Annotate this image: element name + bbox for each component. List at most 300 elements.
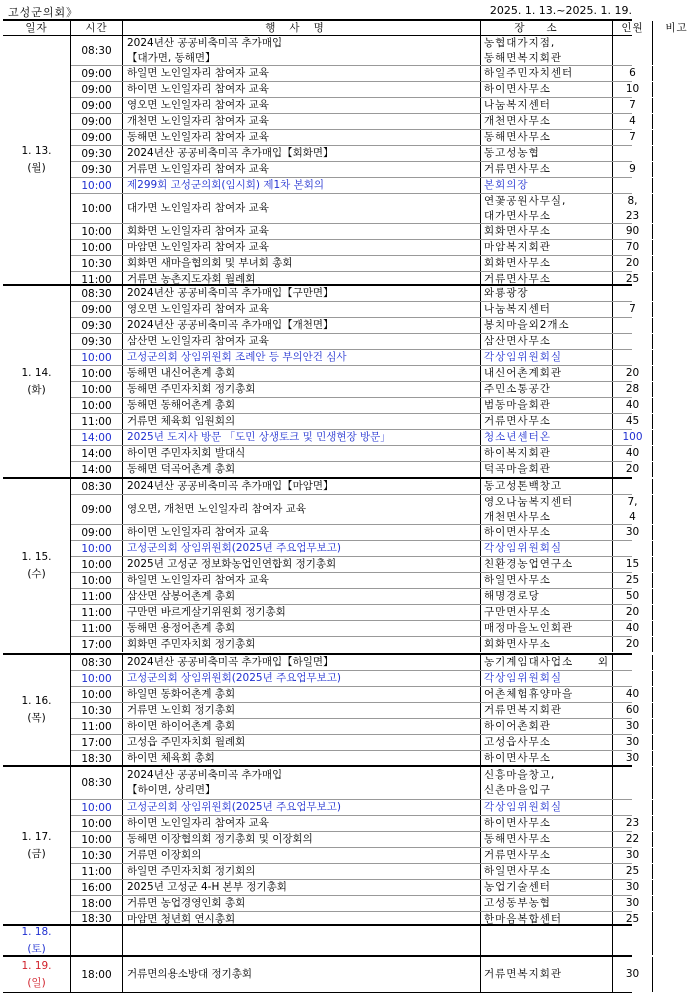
day-block [3, 36, 640, 286]
event-name: 동해면 노인일자리 참여자 교육 [123, 130, 481, 145]
event-attendees [613, 334, 653, 349]
day-block [3, 286, 643, 479]
event-time: 10:00 [71, 800, 123, 815]
event-time: 18:30 [71, 751, 123, 766]
event-name: 동해면 용정어촌계 총회 [123, 621, 481, 636]
event-time: 14:00 [71, 446, 123, 461]
event-place [481, 398, 613, 413]
day-date: 1. 14. [21, 366, 52, 379]
event-note [653, 735, 700, 750]
event-note [653, 655, 700, 670]
event-name: 하일면 주민자치회 정기회의 [123, 864, 481, 879]
event-place-line: 삼산면사무소 [484, 335, 551, 347]
schedule-row [71, 735, 640, 751]
event-place [481, 880, 613, 895]
event-place [481, 605, 613, 620]
day-date-cell [3, 479, 71, 653]
event-note [653, 286, 700, 301]
event-place-line: 덕곡마을회관 [484, 463, 551, 475]
event-place [481, 655, 613, 670]
schedule-row [71, 495, 638, 525]
schedule-row [71, 398, 640, 414]
event-attendees: 45 [613, 414, 653, 429]
event-note [653, 864, 700, 879]
event-time: 09:00 [71, 82, 123, 97]
event-time: 09:30 [71, 146, 123, 161]
event-place-line: 개천면사무소 [484, 510, 551, 523]
event-note [653, 621, 700, 636]
event-time: 10:00 [71, 224, 123, 239]
event-attendees [613, 926, 653, 955]
schedule-row [71, 479, 632, 495]
event-time: 10:00 [71, 832, 123, 847]
event-place-line: 대가면사무소 [484, 209, 551, 222]
schedule-row [71, 880, 640, 896]
event-place [481, 703, 613, 718]
schedule-row [71, 525, 640, 541]
event-place-line: 한마음복합센터 [484, 912, 563, 925]
event-place-line: 하이복지회관 [484, 447, 551, 459]
event-name: 삼산면 삼봉어촌계 총회 [123, 589, 481, 604]
schedule-row [71, 719, 640, 735]
event-attendees: 20 [613, 366, 653, 381]
event-place-line: 영오나눔복지센터 [484, 495, 574, 508]
event-attendees: 100 [613, 430, 653, 445]
event-time: 10:00 [71, 541, 123, 556]
schedule-row [71, 430, 643, 446]
event-name: 동해면 동해어촌계 총회 [123, 398, 481, 413]
event-attendees: 28 [613, 382, 653, 397]
event-name: 구만면 바르게살기위원회 정기총회 [123, 605, 481, 620]
event-note [653, 350, 700, 365]
event-name: 고성군의회 상임위원회 조례안 등 부의안건 심사 [123, 350, 481, 365]
header-time: 시간 [71, 21, 123, 36]
event-time: 11:00 [71, 719, 123, 734]
header-date: 일자 [3, 21, 71, 36]
event-place [481, 82, 613, 97]
event-attendees: 23 [613, 816, 653, 831]
event-attendees: 30 [613, 525, 653, 540]
day-weekday: (금) [27, 847, 46, 860]
event-place [481, 479, 613, 494]
schedule-row [71, 114, 636, 130]
event-place-line: 어촌체험휴양마을 [484, 688, 574, 700]
event-note [653, 82, 700, 97]
event-place [481, 671, 613, 686]
event-note [653, 272, 700, 287]
event-place-line: 연꽃공원사무실, [484, 194, 567, 207]
event-place-line: 하이면사무소 [484, 817, 551, 829]
event-note [653, 430, 700, 445]
event-note [653, 162, 700, 177]
event-place-line: 각상임위원회실 [484, 801, 563, 813]
event-place-line: 동고성농협 [484, 147, 540, 159]
day-block [3, 767, 640, 926]
schedule-row [71, 671, 632, 687]
event-place-line: 농기계임대사업소 외 [484, 656, 609, 668]
schedule-row [71, 896, 640, 912]
event-place-line: 신촌마을입구 [484, 784, 551, 796]
event-note [653, 398, 700, 413]
event-name: 고성군의회 상임위원회(2025년 주요업무보고) [123, 800, 481, 815]
event-attendees: 25 [613, 272, 653, 287]
event-attendees [613, 655, 653, 670]
event-place-line: 하일면사무소 [484, 865, 551, 877]
schedule-row [71, 302, 636, 318]
event-attendees: 25 [613, 912, 653, 926]
event-note [653, 366, 700, 381]
event-time: 09:00 [71, 495, 123, 524]
event-time: 10:00 [71, 240, 123, 255]
event-name: 고성군의회 상임위원회(2025년 주요업무보고) [123, 541, 481, 556]
event-place-line: 매정마을노인회관 [484, 622, 574, 634]
event-place-line: 거류면사무소 [484, 163, 551, 175]
event-place [481, 272, 613, 287]
event-place-line: 동고성톤백창고 [484, 480, 563, 492]
schedule-row [71, 912, 640, 926]
event-attendees: 9 [613, 162, 653, 177]
event-name: 회화면 주민자치회 정기총회 [123, 637, 481, 652]
event-name: 회화면 새마을협의회 및 부녀회 총회 [123, 256, 481, 271]
event-attendees [613, 178, 653, 193]
event-name [123, 926, 481, 955]
event-time: 14:00 [71, 462, 123, 477]
event-place [481, 557, 613, 572]
event-note [653, 832, 700, 847]
event-note [653, 557, 700, 572]
event-name: 하일면 노인일자리 참여자 교육 [123, 66, 481, 81]
event-time: 17:00 [71, 735, 123, 750]
schedule-row [71, 557, 640, 573]
event-note [653, 687, 700, 702]
event-time: 10:00 [71, 398, 123, 413]
event-time: 10:30 [71, 703, 123, 718]
event-name: 영오면, 개천면 노인일자리 참여자 교육 [123, 495, 481, 524]
event-attendees: 20 [613, 462, 653, 477]
event-attendees [613, 318, 653, 333]
event-note [653, 719, 700, 734]
event-name: 거류면 이장회의 [123, 848, 481, 863]
event-attendees: 30 [613, 957, 653, 992]
event-note [653, 224, 700, 239]
day-weekday: (토) [27, 942, 46, 955]
schedule-row [71, 687, 640, 703]
event-place-line: 범동마을회관 [484, 399, 551, 411]
event-place-line: 하일주민자치센터 [484, 67, 574, 79]
day-date: 1. 18. [21, 925, 52, 938]
event-place-line: 하이어촌회관 [484, 720, 551, 732]
event-place-line: 마암복지회관 [484, 241, 551, 253]
event-place-line: 거류면사무소 [484, 273, 551, 285]
event-time: 08:30 [71, 36, 123, 65]
document-title: 고성군의회》 [8, 6, 79, 19]
event-place-line: 각상임위원회실 [484, 542, 563, 554]
event-note [653, 318, 700, 333]
event-place-line: 회화면사무소 [484, 257, 551, 269]
schedule-row [71, 926, 632, 955]
schedule-row [71, 382, 640, 398]
event-place [481, 589, 613, 604]
event-note [653, 414, 700, 429]
event-attendees: 6 [613, 66, 653, 81]
schedule-row [71, 589, 640, 605]
event-note [653, 671, 700, 686]
event-time: 09:00 [71, 114, 123, 129]
event-place [481, 495, 613, 524]
schedule-row [71, 957, 640, 992]
event-time: 11:00 [71, 589, 123, 604]
event-attendees: 60 [613, 703, 653, 718]
event-attendees: 22 [613, 832, 653, 847]
event-note [653, 446, 700, 461]
event-name: 고성읍 주민자치회 월례회 [123, 735, 481, 750]
event-attendees: 25 [613, 864, 653, 879]
event-place-line: 와룡광장 [484, 287, 529, 299]
event-time: 08:30 [71, 767, 123, 799]
event-name: 2024년산 공공비축미곡 추가매입【하일면】 [123, 655, 481, 670]
event-place-line: 고성동부농협 [484, 897, 551, 909]
event-place [481, 36, 613, 65]
event-note [653, 880, 700, 895]
event-time: 09:00 [71, 66, 123, 81]
event-place [481, 621, 613, 636]
event-time: 10:00 [71, 557, 123, 572]
event-time: 10:00 [71, 178, 123, 193]
event-note [653, 926, 700, 955]
event-name: 회화면 노인일자리 참여자 교육 [123, 224, 481, 239]
event-name: 마암면 노인일자리 참여자 교육 [123, 240, 481, 255]
day-block [3, 479, 640, 655]
event-time: 10:00 [71, 816, 123, 831]
day-weekday: (월) [27, 162, 46, 174]
day-date-cell [3, 957, 71, 992]
event-place-line: 고성읍사무소 [484, 736, 551, 748]
day-block [3, 926, 632, 957]
day-date-cell [3, 767, 71, 924]
event-place [481, 735, 613, 750]
schedule-row [71, 334, 632, 350]
event-place [481, 896, 613, 911]
event-time: 09:30 [71, 162, 123, 177]
event-name: 하이면 노인일자리 참여자 교육 [123, 525, 481, 540]
event-time: 10:00 [71, 573, 123, 588]
schedule-row [71, 446, 640, 462]
schedule-row [71, 178, 632, 194]
event-time: 10:00 [71, 671, 123, 686]
event-place [481, 637, 613, 652]
schedule-row [71, 832, 640, 848]
schedule-row [71, 224, 640, 240]
event-place [481, 302, 613, 317]
event-note [653, 382, 700, 397]
event-note [653, 703, 700, 718]
event-place [481, 334, 613, 349]
event-time: 09:00 [71, 525, 123, 540]
event-place [481, 194, 613, 223]
event-attendees: 7, 4 [613, 495, 653, 524]
event-note [653, 36, 700, 65]
event-name: 2024년산 공공비축미곡 추가매입 【대가면, 동해면】 [123, 36, 481, 65]
event-time: 14:00 [71, 430, 123, 445]
event-attendees: 4 [613, 114, 653, 129]
event-place [481, 573, 613, 588]
event-attendees [613, 479, 653, 494]
event-name: 영오면 노인일자리 참여자 교육 [123, 302, 481, 317]
event-attendees: 30 [613, 719, 653, 734]
event-attendees: 7 [613, 302, 653, 317]
schedule-row [71, 637, 640, 652]
event-time: 09:30 [71, 318, 123, 333]
event-attendees: 40 [613, 687, 653, 702]
schedule-row [71, 194, 640, 224]
event-place-line: 거류면사무소 [484, 849, 551, 861]
schedule-row [71, 36, 632, 66]
event-place [481, 767, 613, 799]
event-name: 하일면 동화어촌계 총회 [123, 687, 481, 702]
event-place-line: 농업기술센터 [484, 881, 551, 893]
event-attendees: 30 [613, 896, 653, 911]
document-header [8, 4, 632, 18]
event-note [653, 256, 700, 271]
event-name: 2025년 도지사 방문 「도민 상생토크 및 민생현장 방문」 [123, 430, 481, 445]
event-attendees: 30 [613, 751, 653, 766]
event-place [481, 66, 613, 81]
event-note [653, 194, 700, 223]
event-note [653, 98, 700, 113]
event-place [481, 719, 613, 734]
event-attendees: 20 [613, 605, 653, 620]
schedule-row [71, 82, 640, 98]
event-place-line: 해명경로당 [484, 590, 540, 602]
event-place-line: 내신어촌계회관 [484, 367, 563, 379]
event-place [481, 146, 613, 161]
event-time: 09:00 [71, 130, 123, 145]
event-place-line: 하이면사무소 [484, 752, 551, 764]
event-name: 2025년 고성군 4-H 본부 정기총회 [123, 880, 481, 895]
event-time: 18:30 [71, 912, 123, 926]
event-place-line: 친환경농업연구소 [484, 558, 574, 570]
event-name: 마암면 청년회 연시총회 [123, 912, 481, 926]
event-place [481, 98, 613, 113]
schedule-row [71, 366, 640, 382]
event-attendees: 7 [613, 130, 653, 145]
table-header [3, 19, 688, 36]
header-note: 비고 [665, 22, 688, 34]
event-name: 2024년산 공공비축미곡 추가매입【구만면】 [123, 286, 481, 301]
day-block [3, 655, 640, 767]
schedule-row [71, 605, 640, 621]
event-place-line: 동해면사무소 [484, 833, 551, 845]
event-place-line: 신흥마을창고, [484, 769, 556, 781]
event-place [481, 926, 613, 955]
event-place-line: 거류면사무소 [484, 415, 551, 427]
event-note [653, 589, 700, 604]
event-note [653, 751, 700, 766]
event-time: 10:00 [71, 687, 123, 702]
event-time: 11:00 [71, 605, 123, 620]
event-attendees: 7 [613, 98, 653, 113]
event-attendees: 40 [613, 398, 653, 413]
schedule-table [3, 36, 643, 993]
day-date-cell [3, 926, 71, 955]
event-place [481, 848, 613, 863]
day-date: 1. 15. [21, 551, 52, 563]
event-attendees: 40 [613, 621, 653, 636]
event-name: 하이면 노인일자리 참여자 교육 [123, 82, 481, 97]
event-time: 10:00 [71, 366, 123, 381]
event-note [653, 66, 700, 81]
event-place-line: 각상임위원회실 [484, 351, 563, 363]
event-place [481, 366, 613, 381]
event-place-line: 청소년센터온 [484, 431, 551, 443]
event-place-line: 나눔복지센터 [484, 99, 551, 111]
event-time: 11:00 [71, 414, 123, 429]
event-place-line: 동해면복지회관 [484, 51, 563, 64]
schedule-row [71, 162, 636, 178]
event-time: 10:00 [71, 194, 123, 223]
event-place [481, 864, 613, 879]
event-name: 영오면 노인일자리 참여자 교육 [123, 98, 481, 113]
event-place-line: 봉치마을외2개소 [484, 319, 570, 331]
event-time: 10:00 [71, 382, 123, 397]
schedule-row [71, 66, 636, 82]
event-time: 17:00 [71, 637, 123, 652]
event-place-line: 개천면사무소 [484, 115, 551, 127]
header-place: 장소 [481, 21, 613, 36]
event-place-line: 회화면사무소 [484, 225, 551, 237]
schedule-row [71, 286, 632, 302]
event-time: 11:00 [71, 864, 123, 879]
event-attendees [613, 541, 653, 556]
event-note [653, 525, 700, 540]
event-place-line: 하일면사무소 [484, 574, 551, 586]
event-time: 08:30 [71, 655, 123, 670]
event-attendees [613, 800, 653, 815]
event-place [481, 800, 613, 815]
schedule-row [71, 146, 632, 162]
schedule-row [71, 751, 640, 766]
event-attendees [613, 146, 653, 161]
schedule-period: 2025. 1. 13.~2025. 1. 19. [489, 4, 632, 17]
day-date: 1. 13. [21, 145, 52, 157]
day-block [3, 957, 640, 993]
event-note [653, 848, 700, 863]
schedule-row [71, 318, 632, 334]
event-attendees: 20 [613, 637, 653, 652]
event-name: 거류면 농촌지도자회 월례회 [123, 272, 481, 287]
event-name: 개천면 노인일자리 참여자 교육 [123, 114, 481, 129]
event-place-line: 각상임위원회실 [484, 672, 563, 684]
event-attendees [613, 671, 653, 686]
event-time: 10:00 [71, 350, 123, 365]
event-place [481, 525, 613, 540]
event-place [481, 240, 613, 255]
event-place [481, 832, 613, 847]
event-note [653, 573, 700, 588]
event-name: 2024년산 공공비축미곡 추가매입【회화면】 [123, 146, 481, 161]
event-time [71, 926, 123, 955]
event-attendees [613, 350, 653, 365]
event-note [653, 178, 700, 193]
event-place [481, 130, 613, 145]
event-time: 11:00 [71, 621, 123, 636]
event-name: 동해면 이장협의회 정기총회 및 이장회의 [123, 832, 481, 847]
event-place [481, 816, 613, 831]
event-attendees: 10 [613, 82, 653, 97]
event-attendees: 30 [613, 735, 653, 750]
event-note [653, 495, 700, 524]
event-place [481, 446, 613, 461]
